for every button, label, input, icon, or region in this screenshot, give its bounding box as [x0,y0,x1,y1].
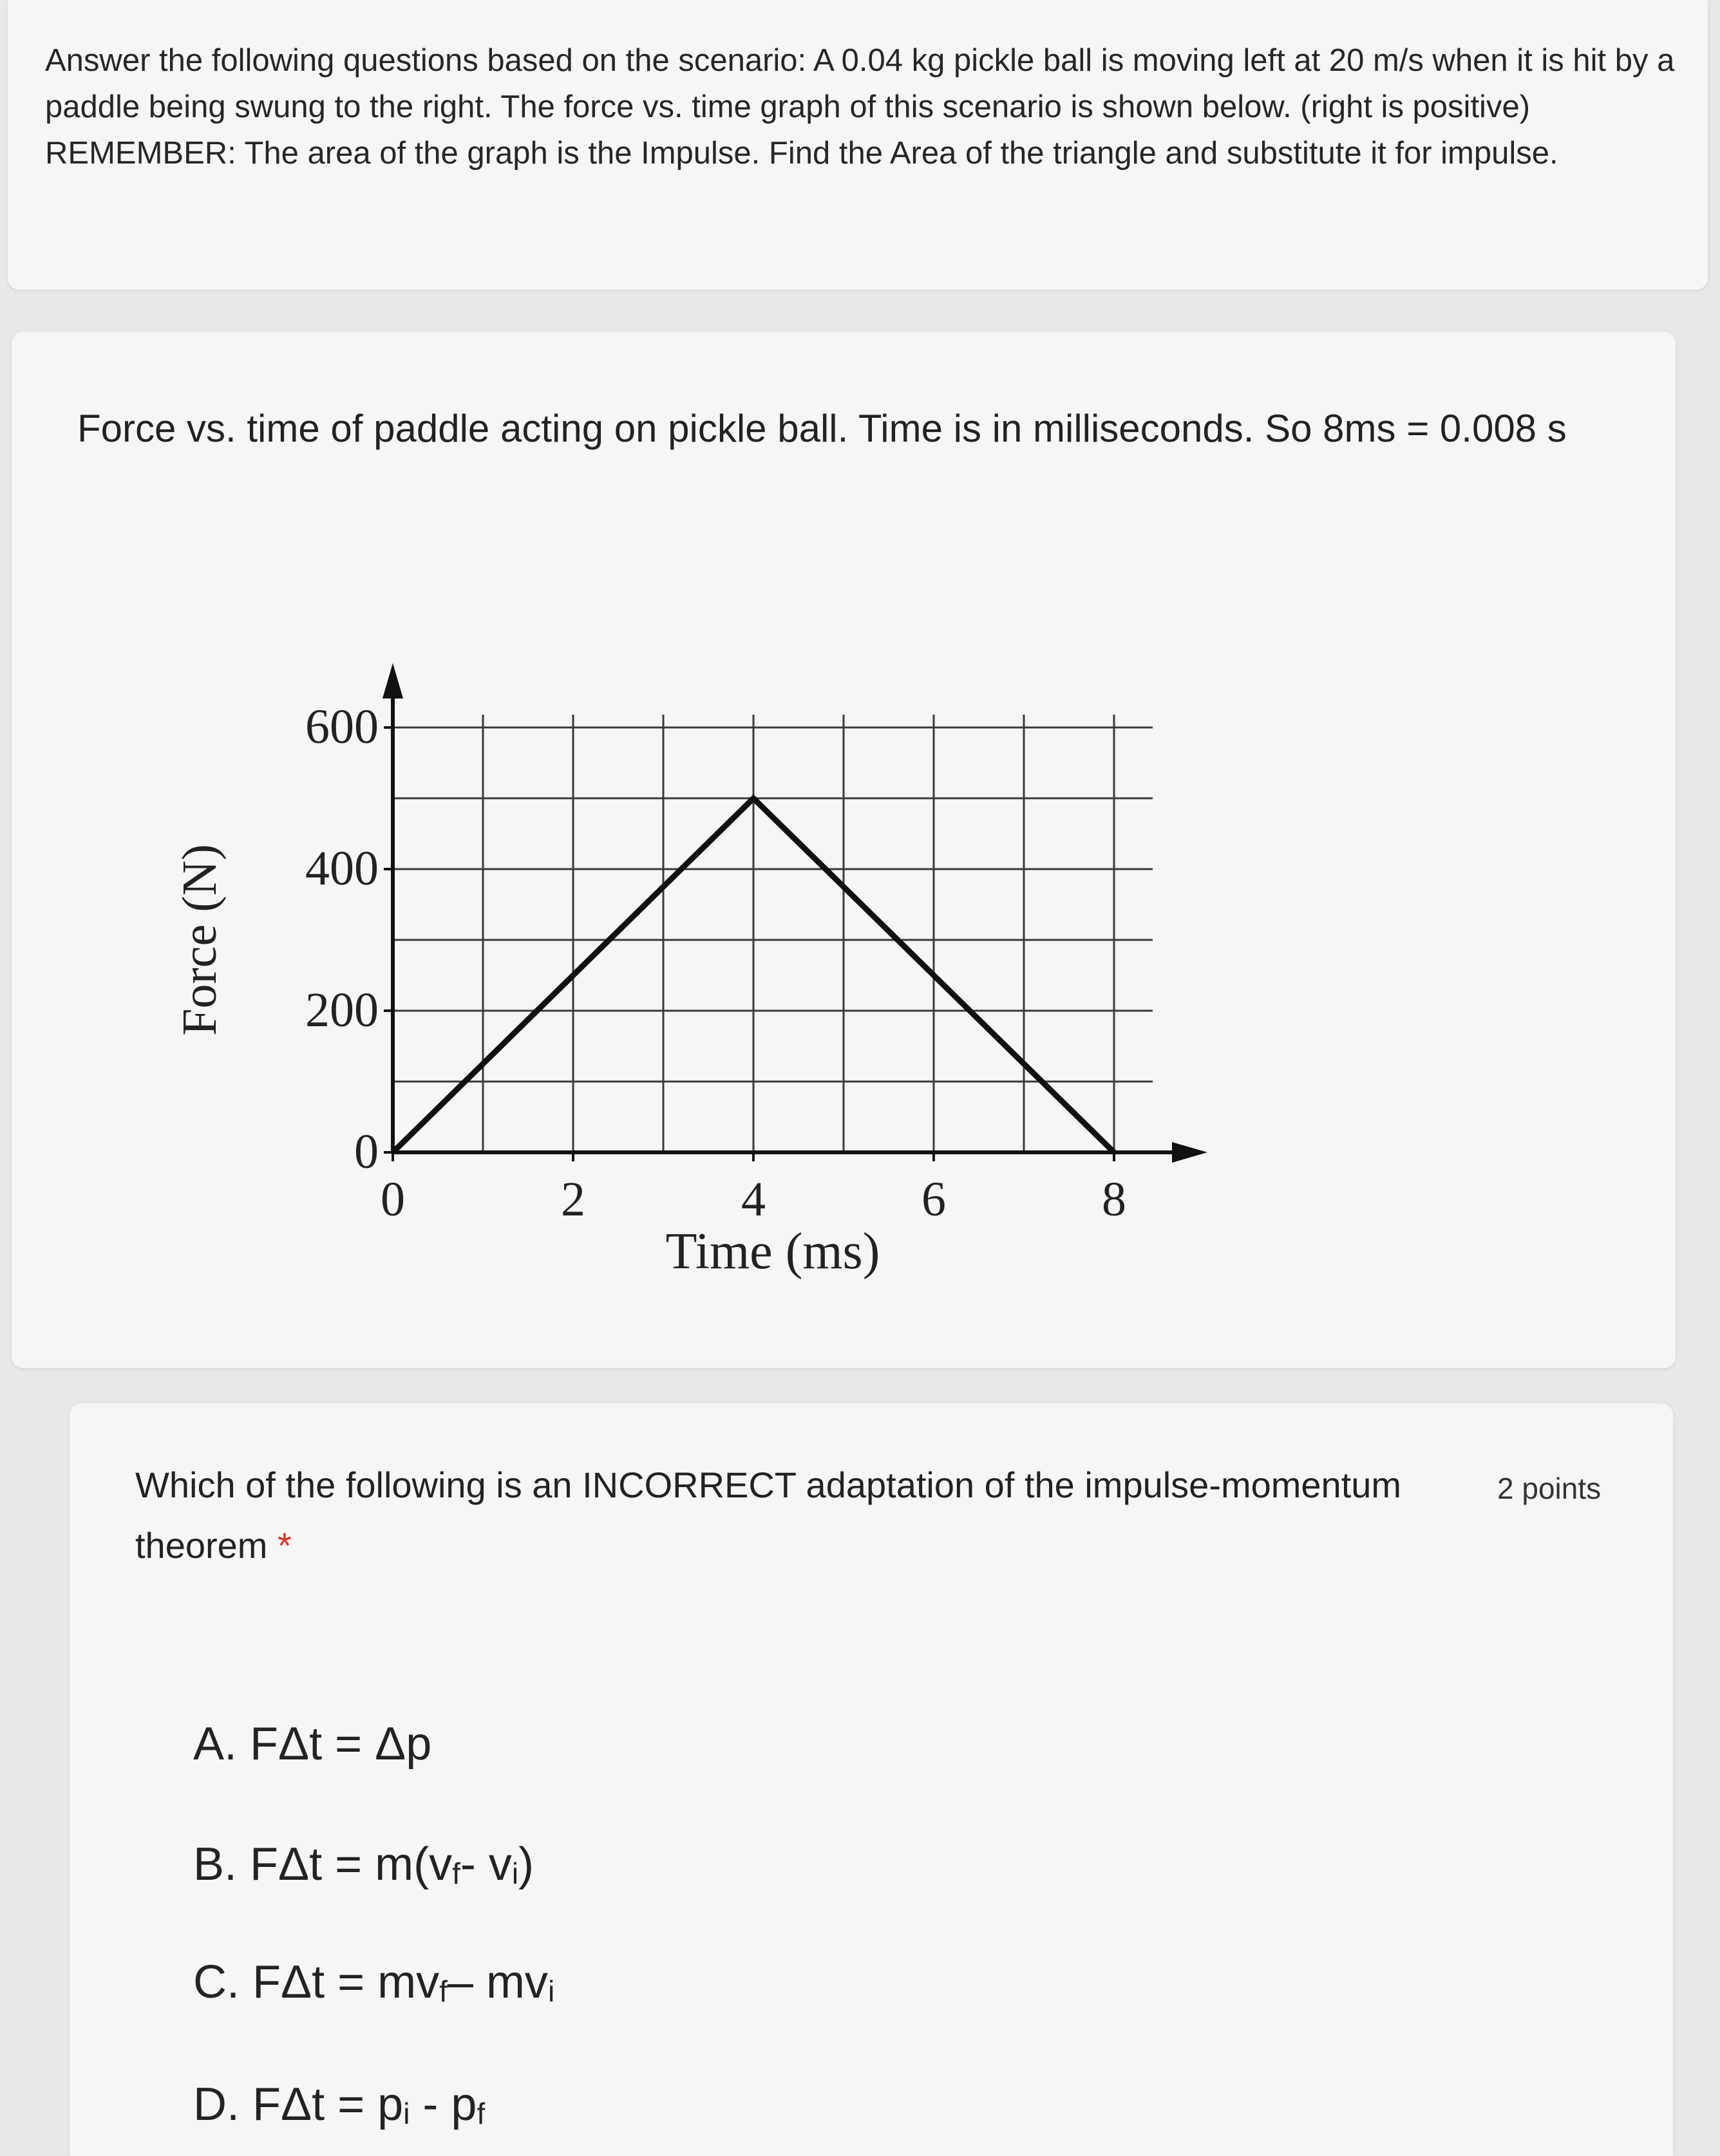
force-time-chart [161,637,1224,1313]
y-axis-label: Force (N) [173,844,227,1036]
data-point [392,1152,393,1153]
required-mark: * [278,1525,292,1566]
question-text [135,1455,1410,1576]
y-tick-label: 0 [354,1125,379,1179]
x-tick-label: 8 [1102,1172,1126,1226]
y-tick-label: 200 [305,983,379,1037]
data-point [753,798,754,799]
y-axis-arrow [383,663,403,698]
option-c[interactable]: C. $F\Delta t = mv_f-$ $mv_i$ [193,1956,555,2008]
scenario-text: Answer the following questions based on the scenario: A 0.04 kg pickle ball is moving left at 20 m/s when it is hit by a paddle being swung to the right. The force vs. time graph of this scenario is shown below. (right is positive) REMEMBER: The area of the graph is the Impulse. Find the Area of the triangle and substitute it for impulse. [45,43,1675,171]
data-point [1113,1152,1115,1153]
x-axis-label: Time (ms) [665,1223,880,1280]
x-axis-arrow [1172,1142,1207,1163]
y-tick-label: 600 [305,700,379,754]
option-d[interactable]: D. $F\Delta t = p_i - p_f$ [193,2079,486,2130]
x-tick-label: 6 [921,1172,946,1226]
graph-caption: Force vs. time of paddle acting on pickle ball. Time is in milliseconds. So 8ms = 0.008 s [77,407,1567,450]
option-a[interactable]: A. FΔt = Δp [193,1718,432,1770]
x-tick-label: 2 [561,1172,585,1226]
option-b[interactable]: B. $F\Delta t = m(v_f-$ $v_i$) [193,1839,534,1890]
question-label: Which of the following is an INCORRECT adaptation of the impulse-momentum theorem [135,1465,1402,1566]
points-label: 2 points [1497,1472,1602,1505]
x-tick-label: 4 [741,1172,766,1226]
x-tick-label: 0 [381,1172,405,1226]
y-tick-label: 400 [305,841,379,895]
